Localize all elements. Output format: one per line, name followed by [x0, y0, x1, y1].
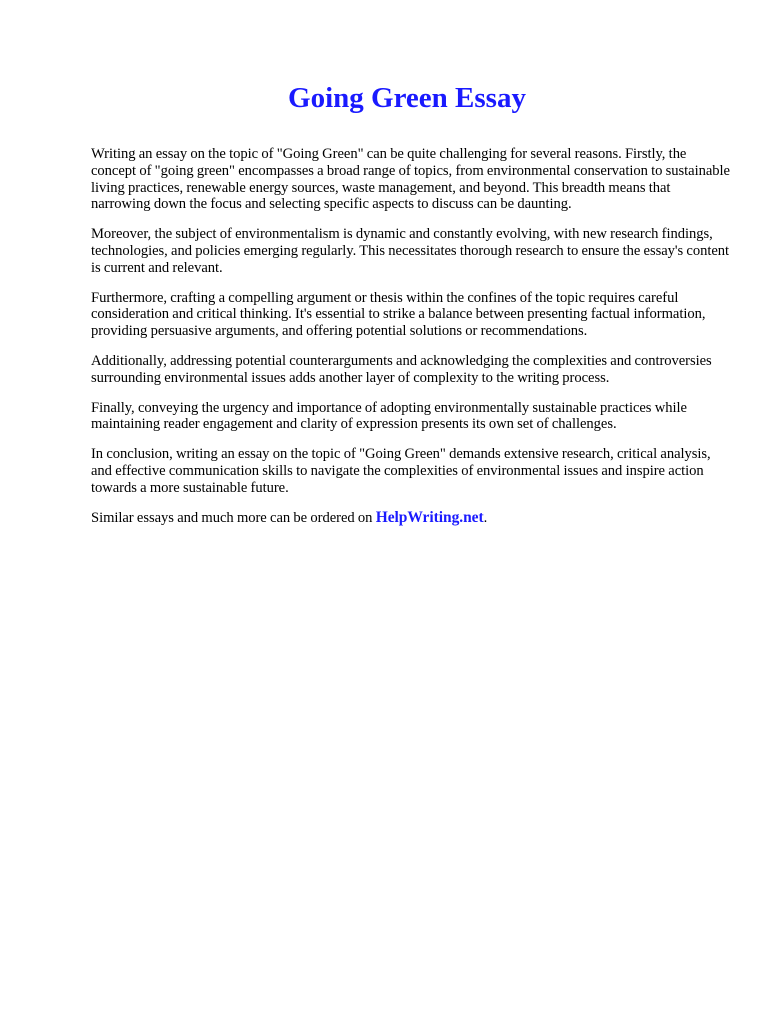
- paragraph-2: Moreover, the subject of environmentalism is dynamic and constantly evolving, with new research findings, technologies, and policies emerging regularly. This necessitates thorough research to ensure the essay's content is current and relevant.: [91, 226, 730, 276]
- paragraph-3: Furthermore, crafting a compelling argument or thesis within the confines of the topic requires careful consideration and critical thinking. It's essential to strike a balance between presenting factual information, providing persuasive arguments, and offering potential solutions or recommendations.: [91, 289, 706, 340]
- closing-line: [91, 510, 731, 527]
- paragraph-4: Additionally, addressing potential counterarguments and acknowledging the complexities and controversies surrounding environmental issues adds another layer of complexity to the writing process.: [91, 352, 712, 386]
- paragraph-6: In conclusion, writing an essay on the topic of "Going Green" demands extensive research, critical analysis, and effective communication skills to navigate the complexities of environmental issues and inspire action towards a more sustainable future.: [91, 446, 711, 496]
- helpwriting-link[interactable]: HelpWriting.net: [375, 508, 484, 526]
- closing-suffix: .: [483, 509, 488, 526]
- essay-body: [91, 146, 731, 539]
- page-title: Going Green Essay: [288, 82, 526, 114]
- paragraph-5: Finally, conveying the urgency and importance of adopting environmentally sustainable practices while maintaining reader engagement and clarity of expression presents its own set of challenges.: [91, 399, 687, 433]
- paragraph-1: Writing an essay on the topic of "Going Green" can be quite challenging for several reasons. Firstly, the concept of "going green" encompasses a broad range of topics, from environmental conservation to sustainable living practices, renewable energy sources, waste management, and beyond. This breadth means that narrowing down the focus and selecting specific aspects to discuss can be daunting.: [91, 146, 730, 213]
- closing-prefix: Similar essays and much more can be ordered on: [91, 509, 376, 526]
